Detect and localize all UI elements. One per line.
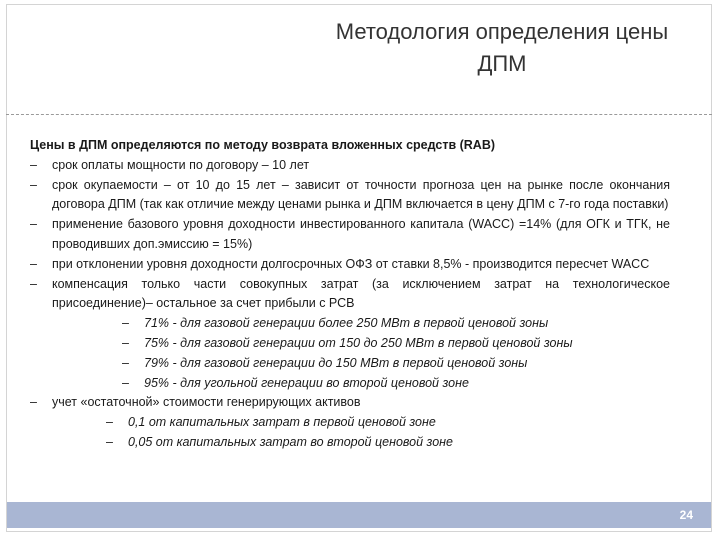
list-item-text: учет «остаточной» стоимости генерирующих активов xyxy=(52,395,361,410)
slide-title-line-2: ДПМ xyxy=(477,51,527,76)
bullet-dash: – xyxy=(30,157,37,172)
list-item xyxy=(30,215,670,255)
list-item xyxy=(30,393,670,452)
list-item-text: применение базового уровня доходности инвестированного капитала (WACC) =14% (для ОГК и ТГК, не проводивших доп.эмиссию = 15%) xyxy=(52,217,670,251)
bullet-dash: – xyxy=(30,217,37,232)
slide-title-line-1: Методология определения цены xyxy=(335,19,669,44)
sub-bullet-dash: – xyxy=(106,415,113,430)
list-item xyxy=(30,176,670,216)
list-item-text: компенсация только части совокупных затрат (за исключением затрат на технологическое присоединение)– остальное за счет прибыли с РСВ xyxy=(52,276,670,311)
list-item xyxy=(30,255,670,275)
sub-bullet-dash: – xyxy=(122,375,129,390)
sublist-item xyxy=(122,314,670,334)
sub-bullet-dash: – xyxy=(106,434,113,449)
sublist-item-text: 0,05 от капитальных затрат во второй ценовой зоне xyxy=(128,434,453,449)
sublist-item-text: 71% - для газовой генерации более 250 МВт в первой ценовой зоны xyxy=(144,316,549,331)
sublist-item xyxy=(106,413,670,433)
slide-body xyxy=(30,136,670,453)
list-item-text: срок оплаты мощности по договору – 10 лет xyxy=(52,157,310,172)
bullet-dash: – xyxy=(30,395,37,410)
sublist-item xyxy=(122,334,670,354)
footer-bar xyxy=(7,502,711,528)
sub-bullet-dash: – xyxy=(122,355,129,370)
header-divider xyxy=(6,114,712,115)
sublist-item xyxy=(106,433,670,453)
sublist-item-text: 75% - для газовой генерации от 150 до 250 МВт в первой ценовой зоны xyxy=(144,335,573,350)
sublist-item-text: 79% - для газовой генерации до 150 МВт в первой ценовой зоны xyxy=(144,355,528,370)
list-item xyxy=(30,156,670,176)
list-item-text: при отклонении уровня доходности долгосрочных ОФЗ от ставки 8,5% - производится пересчет WACC xyxy=(52,256,650,271)
sublist-item xyxy=(122,354,670,374)
compensation-sublist xyxy=(52,314,670,393)
sub-bullet-dash: – xyxy=(122,316,129,331)
sublist-item xyxy=(122,374,670,394)
sub-bullet-dash: – xyxy=(122,335,129,350)
list-item xyxy=(30,275,670,394)
bullet-dash: – xyxy=(30,276,37,291)
bullet-dash: – xyxy=(30,177,37,192)
residual-value-sublist xyxy=(52,413,670,453)
page-number: 24 xyxy=(679,508,693,522)
bullet-list xyxy=(30,156,670,453)
list-item-text: срок окупаемости – от 10 до 15 лет – зависит от точности прогноза цен на рынке после окончания договора ДПМ (так как отличие между ценами рынка и ДПМ включается в цену ДПМ с 7-го года поставки) xyxy=(52,177,670,212)
sublist-item-text: 95% - для угольной генерации во второй ценовой зоне xyxy=(144,375,469,390)
sublist-item-text: 0,1 от капитальных затрат в первой ценовой зоне xyxy=(128,415,436,430)
bullet-dash: – xyxy=(30,256,37,271)
slide-title xyxy=(300,16,704,80)
slide-header xyxy=(0,0,720,116)
lead-statement: Цены в ДПМ определяются по методу возврата вложенных средств (RAB) xyxy=(30,138,496,152)
